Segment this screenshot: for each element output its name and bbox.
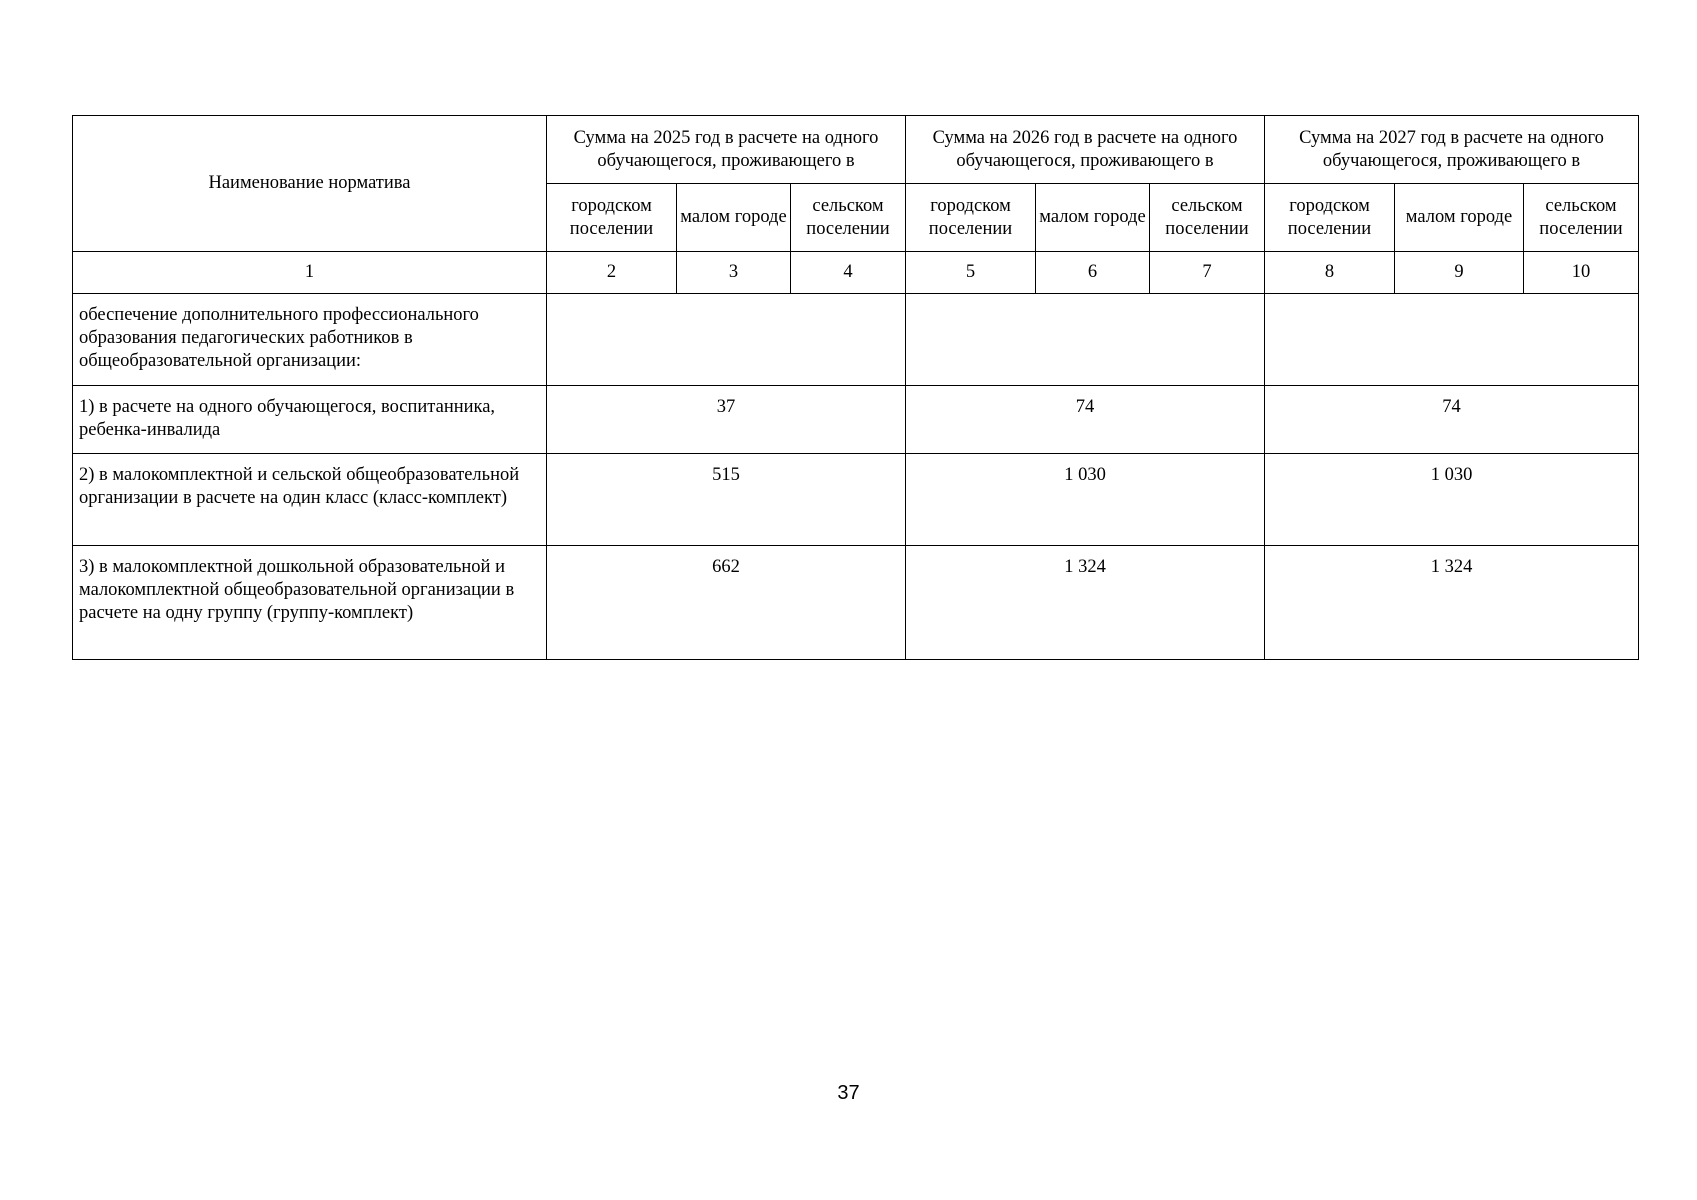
subheader-rural: сельском поселении — [1524, 184, 1639, 252]
column-number-row — [73, 252, 1639, 294]
column-number: 9 — [1395, 252, 1524, 294]
table-row — [73, 386, 1639, 454]
row-name: 3) в малокомплектной дошкольной образовательной и малокомплектной общеобразовательной организации в расчете на одну группу (группу-комплект) — [73, 546, 547, 660]
header-row-groups — [73, 116, 1639, 184]
norms-table — [72, 115, 1639, 660]
group-header-2026: Сумма на 2026 год в расчете на одного обучающегося, проживающего в — [906, 116, 1265, 184]
group-header-2027: Сумма на 2027 год в расчете на одного обучающегося, проживающего в — [1265, 116, 1639, 184]
table-row — [73, 294, 1639, 386]
value-2027: 1 324 — [1265, 546, 1639, 660]
table-row — [73, 454, 1639, 546]
column-number: 1 — [73, 252, 547, 294]
subheader-rural: сельском поселении — [1150, 184, 1265, 252]
value-2026: 74 — [906, 386, 1265, 454]
value-2025: 662 — [547, 546, 906, 660]
value-2026: 1 324 — [906, 546, 1265, 660]
row-name: 2) в малокомплектной и сельской общеобразовательной организации в расчете на один класс (класс-комплект) — [73, 454, 547, 546]
column-number: 8 — [1265, 252, 1395, 294]
column-number: 3 — [677, 252, 791, 294]
subheader-urban: городском поселении — [547, 184, 677, 252]
value-2025: 515 — [547, 454, 906, 546]
column-number: 4 — [791, 252, 906, 294]
value-2027 — [1265, 294, 1639, 386]
value-2025: 37 — [547, 386, 906, 454]
column-number: 5 — [906, 252, 1036, 294]
group-header-2025: Сумма на 2025 год в расчете на одного обучающегося, проживающего в — [547, 116, 906, 184]
table-row — [73, 546, 1639, 660]
subheader-small-town: малом городе — [1036, 184, 1150, 252]
column-number: 2 — [547, 252, 677, 294]
name-header: Наименование норматива — [73, 116, 547, 252]
column-number: 6 — [1036, 252, 1150, 294]
subheader-rural: сельском поселении — [791, 184, 906, 252]
row-name: 1) в расчете на одного обучающегося, воспитанника, ребенка-инвалида — [73, 386, 547, 454]
column-number: 7 — [1150, 252, 1265, 294]
subheader-small-town: малом городе — [677, 184, 791, 252]
value-2026 — [906, 294, 1265, 386]
value-2025 — [547, 294, 906, 386]
value-2026: 1 030 — [906, 454, 1265, 546]
value-2027: 1 030 — [1265, 454, 1639, 546]
subheader-urban: городском поселении — [906, 184, 1036, 252]
page-number: 37 — [837, 1082, 860, 1104]
column-number: 10 — [1524, 252, 1639, 294]
subheader-urban: городском поселении — [1265, 184, 1395, 252]
subheader-small-town: малом городе — [1395, 184, 1524, 252]
row-name: обеспечение дополнительного профессионального образования педагогических работников в общеобразовательной организации: — [73, 294, 547, 386]
value-2027: 74 — [1265, 386, 1639, 454]
